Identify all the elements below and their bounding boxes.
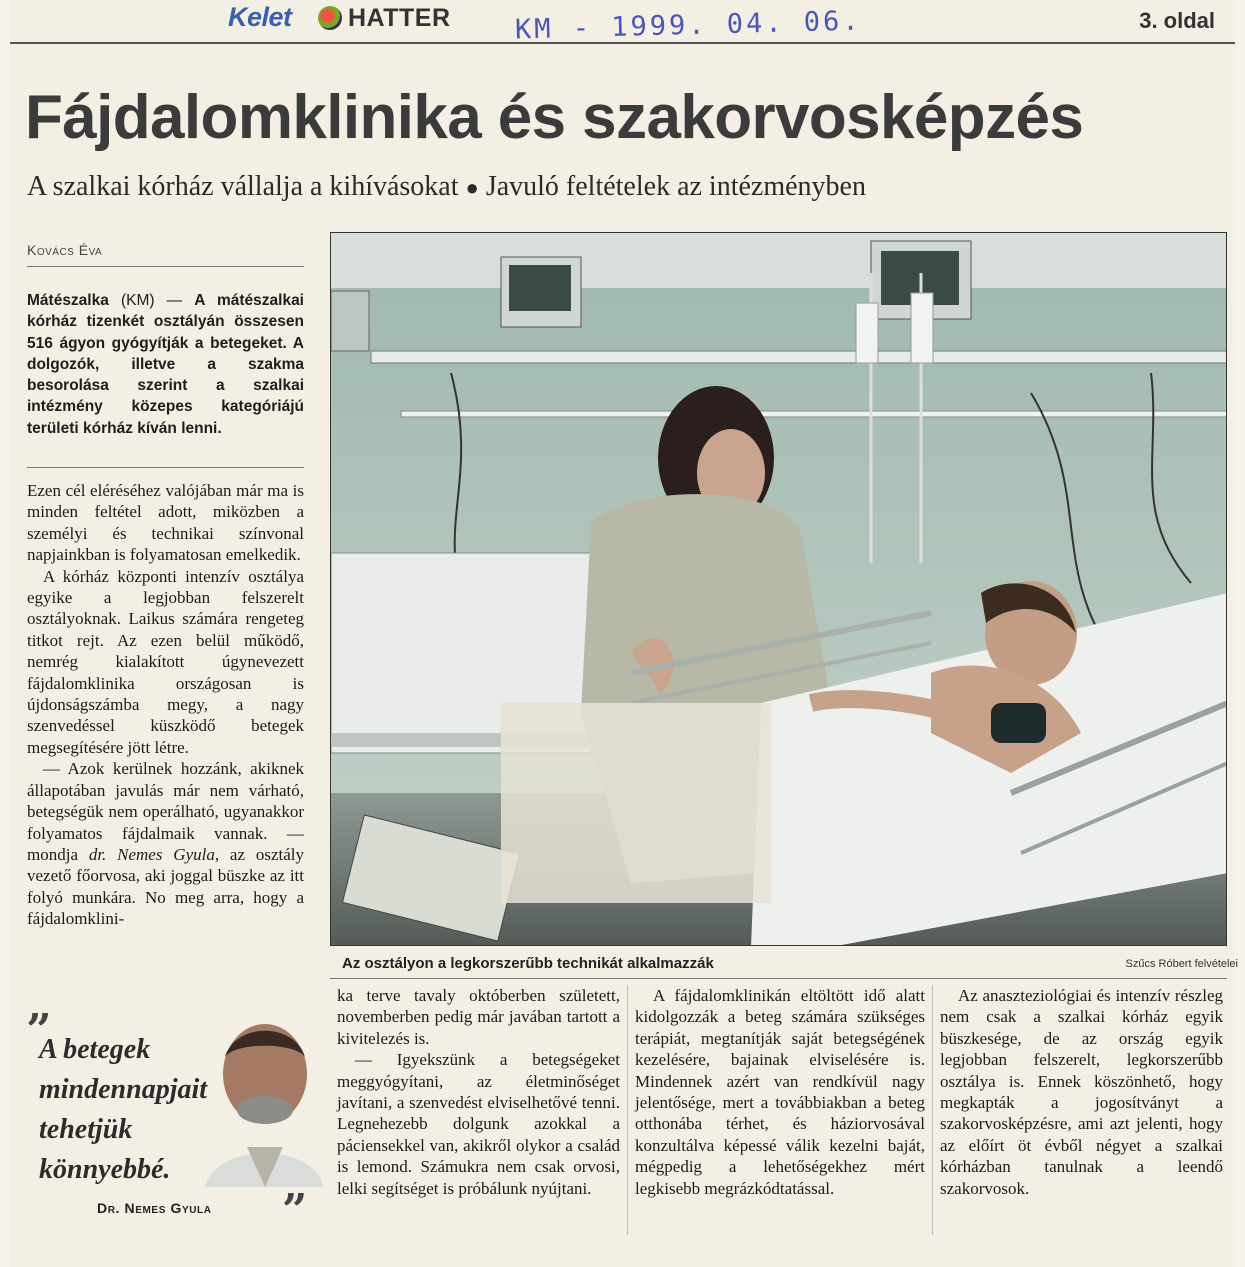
quote-part: , az osztály vezető főorvosa, aki joggal büszke az itt folyó munkára. No meg arra, hogy a fájdalomklini-	[27, 844, 304, 929]
article-lead	[27, 290, 304, 439]
quote-part: — Azok kerülnek hozzánk, akiknek állapotában javulás már nem várható, betegségük nem operálható, ugyanakkor folyamatos fájdalmaik vannak. — mondja	[27, 759, 304, 864]
article-photo	[330, 232, 1227, 946]
section-label: HATTER	[348, 4, 451, 32]
article-subhead	[27, 171, 1227, 203]
pull-quote	[27, 980, 308, 1236]
quote-attribution: Dr. Nemes Gyula	[97, 1200, 212, 1216]
paragraph: ka terve tavaly októberben született, novemberben pedig már javában tartott a kivitelezés is.	[337, 986, 620, 1048]
paragraph: A kórház központi intenzív osztálya egyike a legjobban felszerelt osztályoknak. Laikus számára rengeteg titkot rejt. Az ezen belül működő, nemrég kialakított úgynevezett fájdalomklinika országosan is újdonságszámba megy, a nagy szenvedéssel küszködő betegek megsegítésére jött létre.	[27, 566, 304, 757]
article-column-1	[27, 480, 304, 930]
article-headline: Fájdalomklinika és szakorvosképzés	[25, 83, 1084, 152]
masthead	[10, 0, 1235, 44]
quote-open-mark: „	[27, 980, 53, 1031]
paragraph: — Igyekszünk a betegségeket meggyógyítani, az életminőséget javítani, a szenvedést elviselhetővé tenni. Legnehezebb dolgunk azokkal a páciensekkel van, akikről olykor a család is lemond. Számukra nem csak orvosi, lelki segítséget is próbálunk nyújtani.	[337, 1050, 620, 1198]
hospital-ward-photo	[331, 233, 1227, 946]
photo-credit: Szűcs Róbert felvételei	[1125, 958, 1238, 970]
quote-close-mark: ”	[282, 1185, 308, 1236]
dateline-source: (KM) —	[120, 292, 183, 309]
lead-divider	[27, 467, 304, 468]
column-divider	[932, 985, 933, 1235]
article-column-3	[635, 985, 925, 1199]
bullet-icon: ●	[465, 175, 479, 200]
column-divider	[627, 985, 628, 1235]
dateline-place: Mátészalka	[27, 292, 109, 309]
photo-caption: Az osztályon a legkorszerűbb technikát alkalmazzák	[342, 955, 714, 972]
subhead-right: Javuló feltételek az intézményben	[485, 171, 866, 202]
caption-divider	[330, 978, 1227, 979]
page-number: 3. oldal	[1139, 8, 1215, 33]
crest-icon	[318, 6, 342, 30]
paragraph	[27, 758, 304, 929]
author-byline	[27, 242, 304, 267]
paragraph: Az anaszteziológiai és intenzív részleg nem csak a szalkai kórház egyik büszkesége, de az ország egyik legjobban felszerelt, legkorszerűbb osztálya is. Ennek köszönhető, hogy megkapták a jogosítványt a szakorvosképzésre, ami azt jelenti, hogy az előírt öt évből négyet a szalkai kórházban tanulnak a leendő szakorvosok.	[940, 986, 1223, 1198]
article-column-2	[337, 985, 620, 1199]
paragraph: Ezen cél eléréséhez valójában már ma is minden feltétel adott, miközben a személyi és technikai színvonal napjainkban is folyamatosan emelkedik.	[27, 481, 304, 565]
doctor-name: dr. Nemes Gyula	[88, 844, 215, 864]
handwritten-date-stamp: KM - 1999. 04. 06.	[514, 5, 862, 46]
lead-text: A mátészalkai kórház tizenkét osztályán összesen 516 ágyon gyógyítják a betegeket. A dolgozók, illetve a szakma besorolása szerint a szalkai intézmény közepes kategóriájú területi kórház kíván lenni.	[27, 292, 304, 437]
newspaper-logo: Kelet	[228, 2, 292, 32]
paragraph: A fájdalomklinikán eltöltött idő alatt kidolgozzák a beteg számára szükséges terápiát, megtanítják saját betegségének kezelésére, bajainak elviselésére is. Mindennek azért van rendkívül nagy jelentősége, mert a továbbiakban a beteg otthonába térhet, és háziorvosával konzultálva képessé válik kezelni baját, mégpedig a lehetőségekhez mért legkisebb megrázkódtatással.	[635, 986, 925, 1198]
article-column-4	[940, 985, 1223, 1199]
subhead-left: A szalkai kórház vállalja a kihívásokat	[27, 171, 459, 202]
newspaper-page	[10, 0, 1238, 1267]
author-name: Kovács Éva	[27, 242, 103, 258]
quote-text: A betegek mindennapjait tehetjük könnyebbé.	[39, 1034, 208, 1185]
